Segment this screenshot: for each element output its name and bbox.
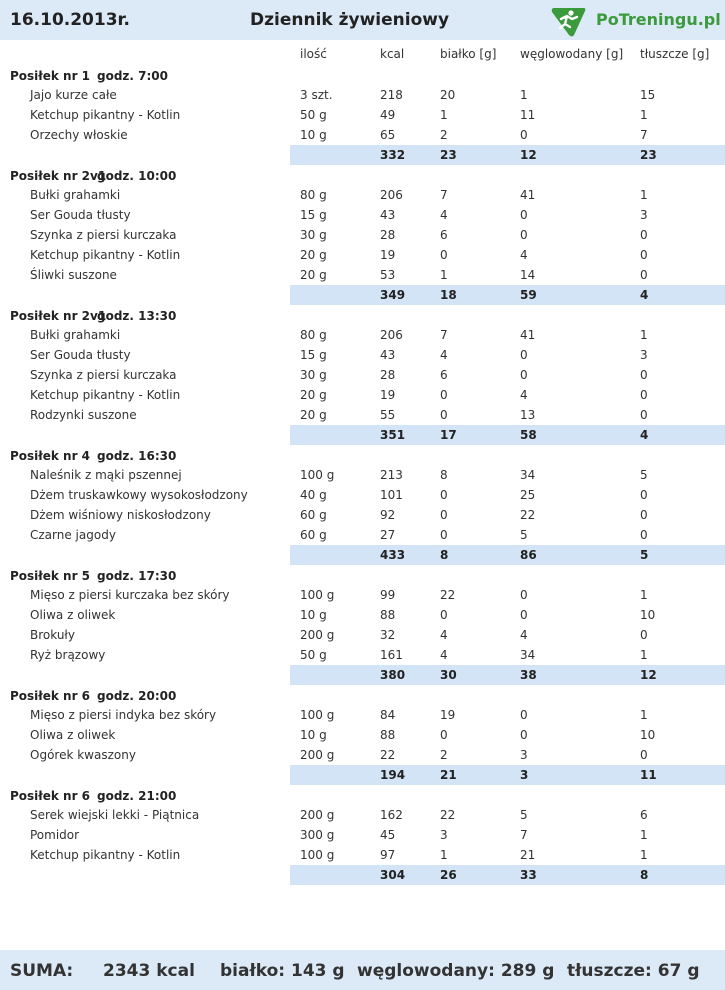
food-name: Brokuły	[30, 628, 75, 642]
food-name: Szynka z piersi kurczaka	[30, 228, 177, 242]
food-row	[0, 505, 725, 525]
food-name: Bułki grahamki	[30, 188, 121, 202]
meal-section	[0, 785, 725, 885]
food-fat: 0	[640, 508, 648, 522]
meal-time: godz. 7:00	[97, 69, 168, 83]
food-name: Ketchup pikantny - Kotlin	[30, 388, 181, 402]
meal-header	[0, 445, 725, 465]
food-kcal: 53	[380, 268, 396, 282]
food-qty: 15 g	[300, 348, 327, 362]
food-qty: 10 g	[300, 128, 327, 142]
food-row	[0, 645, 725, 665]
food-qty: 40 g	[300, 488, 327, 502]
total-carbs: 33	[520, 868, 537, 882]
col-header-fat: tłuszcze [g]	[640, 47, 710, 61]
food-kcal: 43	[380, 348, 396, 362]
total-protein: 18	[440, 288, 457, 302]
food-row	[0, 265, 725, 285]
meal-section	[0, 65, 725, 165]
food-qty: 15 g	[300, 208, 327, 222]
summary-label: SUMA:	[10, 961, 74, 981]
meal-name: Posiłek nr 5	[10, 569, 91, 583]
food-name: Rodzynki suszone	[30, 408, 137, 422]
food-carbs: 41	[520, 188, 536, 202]
food-fat: 6	[640, 808, 648, 822]
food-qty: 60 g	[300, 528, 327, 542]
food-carbs: 0	[520, 728, 528, 742]
summary-fat: tłuszcze: 67 g	[567, 961, 700, 981]
food-fat: 0	[640, 268, 648, 282]
food-name: Bułki grahamki	[30, 328, 121, 342]
meal-section	[0, 165, 725, 305]
food-fat: 1	[640, 188, 648, 202]
header-bar	[0, 0, 725, 40]
runner-icon	[548, 2, 590, 38]
food-fat: 0	[640, 628, 648, 642]
food-fat: 5	[640, 468, 648, 482]
food-name: Orzechy włoskie	[30, 128, 128, 142]
food-name: Ogórek kwaszony	[30, 748, 136, 762]
food-name: Mięso z piersi kurczaka bez skóry	[30, 588, 230, 602]
col-header-qty: ilość	[300, 47, 327, 61]
food-fat: 3	[640, 208, 648, 222]
food-row	[0, 825, 725, 845]
food-row	[0, 465, 725, 485]
food-qty: 200 g	[300, 748, 335, 762]
food-protein: 7	[440, 328, 448, 342]
food-row	[0, 745, 725, 765]
food-protein: 0	[440, 408, 448, 422]
meal-header	[0, 565, 725, 585]
food-row	[0, 585, 725, 605]
total-carbs: 59	[520, 288, 537, 302]
food-row	[0, 245, 725, 265]
food-carbs: 0	[520, 368, 528, 382]
meal-name: Posiłek nr 6	[10, 689, 91, 703]
food-fat: 0	[640, 528, 648, 542]
food-kcal: 19	[380, 388, 396, 402]
total-carbs: 12	[520, 148, 537, 162]
food-qty: 30 g	[300, 368, 327, 382]
total-fat: 11	[640, 768, 657, 782]
food-name: Serek wiejski lekki - Piątnica	[30, 808, 200, 822]
food-protein: 0	[440, 388, 448, 402]
meal-total-row	[0, 765, 725, 785]
food-protein: 4	[440, 648, 448, 662]
meal-header	[0, 65, 725, 85]
food-protein: 4	[440, 348, 448, 362]
meal-header	[0, 165, 725, 185]
food-kcal: 92	[380, 508, 396, 522]
meals-table	[0, 65, 725, 885]
food-fat: 1	[640, 108, 648, 122]
meal-time: godz. 16:30	[97, 449, 177, 463]
food-name: Dżem truskawkowy wysokosłodzony	[30, 488, 248, 502]
food-carbs: 0	[520, 208, 528, 222]
report-date: 16.10.2013r.	[10, 10, 130, 30]
total-fat: 5	[640, 548, 649, 562]
food-protein: 0	[440, 248, 448, 262]
food-kcal: 43	[380, 208, 396, 222]
food-qty: 50 g	[300, 108, 327, 122]
food-fat: 15	[640, 88, 656, 102]
food-fat: 10	[640, 728, 656, 742]
food-qty: 20 g	[300, 408, 327, 422]
food-carbs: 7	[520, 828, 528, 842]
food-protein: 0	[440, 528, 448, 542]
food-qty: 300 g	[300, 828, 335, 842]
total-kcal: 332	[380, 148, 406, 162]
food-carbs: 5	[520, 808, 528, 822]
food-row	[0, 205, 725, 225]
food-qty: 80 g	[300, 328, 327, 342]
food-carbs: 13	[520, 408, 536, 422]
food-row	[0, 125, 725, 145]
total-kcal: 380	[380, 668, 406, 682]
total-protein: 23	[440, 148, 457, 162]
food-carbs: 1	[520, 88, 528, 102]
food-name: Oliwa z oliwek	[30, 608, 116, 622]
food-kcal: 45	[380, 828, 396, 842]
column-headers	[0, 47, 725, 63]
food-kcal: 84	[380, 708, 396, 722]
food-fat: 0	[640, 488, 648, 502]
food-protein: 19	[440, 708, 456, 722]
food-qty: 100 g	[300, 468, 335, 482]
food-protein: 3	[440, 828, 448, 842]
food-name: Dżem wiśniowy niskosłodzony	[30, 508, 211, 522]
meal-time: godz. 13:30	[97, 309, 177, 323]
col-header-carbs: węglowodany [g]	[520, 47, 624, 61]
food-carbs: 0	[520, 228, 528, 242]
food-fat: 7	[640, 128, 648, 142]
meal-section	[0, 565, 725, 685]
meal-time: godz. 10:00	[97, 169, 177, 183]
total-highlight	[290, 765, 725, 785]
food-row	[0, 385, 725, 405]
food-row	[0, 325, 725, 345]
total-highlight	[290, 285, 725, 305]
food-name: Jajo kurze całe	[30, 88, 117, 102]
meal-total-row	[0, 145, 725, 165]
total-protein: 26	[440, 868, 457, 882]
food-fat: 1	[640, 708, 648, 722]
food-name: Ryż brązowy	[30, 648, 106, 662]
food-row	[0, 845, 725, 865]
total-protein: 21	[440, 768, 457, 782]
meal-header	[0, 305, 725, 325]
total-kcal: 349	[380, 288, 406, 302]
food-carbs: 4	[520, 628, 528, 642]
total-fat: 23	[640, 148, 657, 162]
food-kcal: 206	[380, 328, 403, 342]
food-fat: 0	[640, 228, 648, 242]
food-kcal: 28	[380, 228, 396, 242]
food-carbs: 0	[520, 708, 528, 722]
meal-total-row	[0, 425, 725, 445]
food-row	[0, 105, 725, 125]
food-name: Ketchup pikantny - Kotlin	[30, 848, 181, 862]
food-name: Mięso z piersi indyka bez skóry	[30, 708, 217, 722]
food-row	[0, 365, 725, 385]
total-kcal: 194	[380, 768, 406, 782]
food-qty: 100 g	[300, 708, 335, 722]
food-protein: 2	[440, 748, 448, 762]
food-kcal: 213	[380, 468, 403, 482]
food-qty: 30 g	[300, 228, 327, 242]
food-name: Ser Gouda tłusty	[30, 348, 131, 362]
meal-time: godz. 21:00	[97, 789, 177, 803]
total-highlight	[290, 545, 725, 565]
food-carbs: 25	[520, 488, 536, 502]
food-protein: 0	[440, 608, 448, 622]
total-fat: 8	[640, 868, 649, 882]
food-protein: 2	[440, 128, 448, 142]
food-row	[0, 345, 725, 365]
total-highlight	[290, 425, 725, 445]
food-carbs: 34	[520, 648, 536, 662]
summary-protein: białko: 143 g	[220, 961, 345, 981]
food-protein: 1	[440, 848, 448, 862]
food-kcal: 55	[380, 408, 396, 422]
meal-time: godz. 17:30	[97, 569, 177, 583]
total-carbs: 86	[520, 548, 537, 562]
food-protein: 6	[440, 368, 448, 382]
total-fat: 12	[640, 668, 657, 682]
food-name: Naleśnik z mąki pszennej	[30, 468, 182, 482]
food-fat: 1	[640, 588, 648, 602]
food-protein: 0	[440, 728, 448, 742]
food-qty: 200 g	[300, 808, 335, 822]
food-row	[0, 525, 725, 545]
food-kcal: 32	[380, 628, 396, 642]
meal-section	[0, 685, 725, 785]
food-protein: 0	[440, 508, 448, 522]
food-name: Ketchup pikantny - Kotlin	[30, 108, 181, 122]
food-fat: 1	[640, 328, 648, 342]
food-protein: 6	[440, 228, 448, 242]
meal-name: Posiłek nr 2v1	[10, 169, 107, 183]
food-carbs: 4	[520, 248, 528, 262]
food-kcal: 99	[380, 588, 396, 602]
food-kcal: 28	[380, 368, 396, 382]
food-carbs: 0	[520, 608, 528, 622]
food-name: Pomidor	[30, 828, 80, 842]
food-fat: 1	[640, 648, 648, 662]
meal-section	[0, 445, 725, 565]
food-row	[0, 625, 725, 645]
total-protein: 17	[440, 428, 457, 442]
food-row	[0, 185, 725, 205]
food-carbs: 22	[520, 508, 536, 522]
summary-carbs: węglowodany: 289 g	[357, 961, 555, 981]
food-qty: 20 g	[300, 388, 327, 402]
meal-name: Posiłek nr 6	[10, 789, 91, 803]
total-carbs: 38	[520, 668, 537, 682]
col-header-kcal: kcal	[380, 47, 405, 61]
food-protein: 1	[440, 108, 448, 122]
food-kcal: 97	[380, 848, 396, 862]
food-row	[0, 605, 725, 625]
food-fat: 0	[640, 748, 648, 762]
food-carbs: 0	[520, 588, 528, 602]
meal-total-row	[0, 865, 725, 885]
food-kcal: 101	[380, 488, 403, 502]
food-kcal: 22	[380, 748, 396, 762]
food-kcal: 49	[380, 108, 396, 122]
total-carbs: 58	[520, 428, 537, 442]
total-kcal: 351	[380, 428, 406, 442]
food-protein: 0	[440, 488, 448, 502]
food-qty: 100 g	[300, 848, 335, 862]
meal-total-row	[0, 665, 725, 685]
food-protein: 22	[440, 588, 456, 602]
food-kcal: 19	[380, 248, 396, 262]
food-row	[0, 705, 725, 725]
total-carbs: 3	[520, 768, 529, 782]
food-qty: 20 g	[300, 248, 327, 262]
meal-name: Posiłek nr 1	[10, 69, 91, 83]
food-carbs: 14	[520, 268, 536, 282]
food-protein: 4	[440, 628, 448, 642]
food-qty: 80 g	[300, 188, 327, 202]
food-kcal: 65	[380, 128, 396, 142]
total-highlight	[290, 865, 725, 885]
total-protein: 30	[440, 668, 457, 682]
food-row	[0, 85, 725, 105]
meal-section	[0, 305, 725, 445]
food-carbs: 41	[520, 328, 536, 342]
food-protein: 20	[440, 88, 456, 102]
food-kcal: 88	[380, 728, 396, 742]
food-carbs: 3	[520, 748, 528, 762]
food-row	[0, 225, 725, 245]
food-qty: 100 g	[300, 588, 335, 602]
food-qty: 200 g	[300, 628, 335, 642]
total-highlight	[290, 145, 725, 165]
food-protein: 22	[440, 808, 456, 822]
food-fat: 10	[640, 608, 656, 622]
food-row	[0, 405, 725, 425]
summary-bar	[0, 950, 725, 990]
meal-name: Posiłek nr 4	[10, 449, 91, 463]
food-fat: 0	[640, 248, 648, 262]
meal-total-row	[0, 545, 725, 565]
food-protein: 7	[440, 188, 448, 202]
food-fat: 0	[640, 368, 648, 382]
food-name: Czarne jagody	[30, 528, 116, 542]
total-highlight	[290, 665, 725, 685]
food-kcal: 218	[380, 88, 403, 102]
total-fat: 4	[640, 428, 649, 442]
meal-total-row	[0, 285, 725, 305]
summary-kcal: 2343 kcal	[103, 961, 195, 981]
food-name: Ser Gouda tłusty	[30, 208, 131, 222]
food-name: Oliwa z oliwek	[30, 728, 116, 742]
food-name: Szynka z piersi kurczaka	[30, 368, 177, 382]
food-kcal: 161	[380, 648, 403, 662]
total-kcal: 433	[380, 548, 406, 562]
food-qty: 20 g	[300, 268, 327, 282]
food-fat: 1	[640, 848, 648, 862]
col-header-protein: białko [g]	[440, 47, 497, 61]
food-protein: 1	[440, 268, 448, 282]
food-carbs: 21	[520, 848, 536, 862]
food-qty: 10 g	[300, 728, 327, 742]
food-kcal: 88	[380, 608, 396, 622]
logo	[548, 2, 720, 38]
total-fat: 4	[640, 288, 649, 302]
food-kcal: 162	[380, 808, 403, 822]
food-qty: 3 szt.	[300, 88, 333, 102]
food-name: Ketchup pikantny - Kotlin	[30, 248, 181, 262]
food-carbs: 34	[520, 468, 536, 482]
food-fat: 0	[640, 408, 648, 422]
page-title: Dziennik żywieniowy	[250, 10, 450, 30]
food-name: Śliwki suszone	[30, 268, 117, 282]
meal-name: Posiłek nr 2v1	[10, 309, 107, 323]
food-protein: 8	[440, 468, 448, 482]
food-fat: 0	[640, 388, 648, 402]
food-kcal: 27	[380, 528, 396, 542]
total-protein: 8	[440, 548, 449, 562]
food-row	[0, 805, 725, 825]
food-carbs: 11	[520, 108, 536, 122]
food-row	[0, 485, 725, 505]
logo-text: PoTreningu.pl	[596, 10, 721, 29]
food-carbs: 0	[520, 128, 528, 142]
food-fat: 3	[640, 348, 648, 362]
food-qty: 10 g	[300, 608, 327, 622]
food-kcal: 206	[380, 188, 403, 202]
food-protein: 4	[440, 208, 448, 222]
total-kcal: 304	[380, 868, 406, 882]
meal-header	[0, 785, 725, 805]
food-carbs: 4	[520, 388, 528, 402]
food-carbs: 5	[520, 528, 528, 542]
meal-header	[0, 685, 725, 705]
food-carbs: 0	[520, 348, 528, 362]
food-qty: 60 g	[300, 508, 327, 522]
food-fat: 1	[640, 828, 648, 842]
food-row	[0, 725, 725, 745]
food-qty: 50 g	[300, 648, 327, 662]
meal-time: godz. 20:00	[97, 689, 177, 703]
